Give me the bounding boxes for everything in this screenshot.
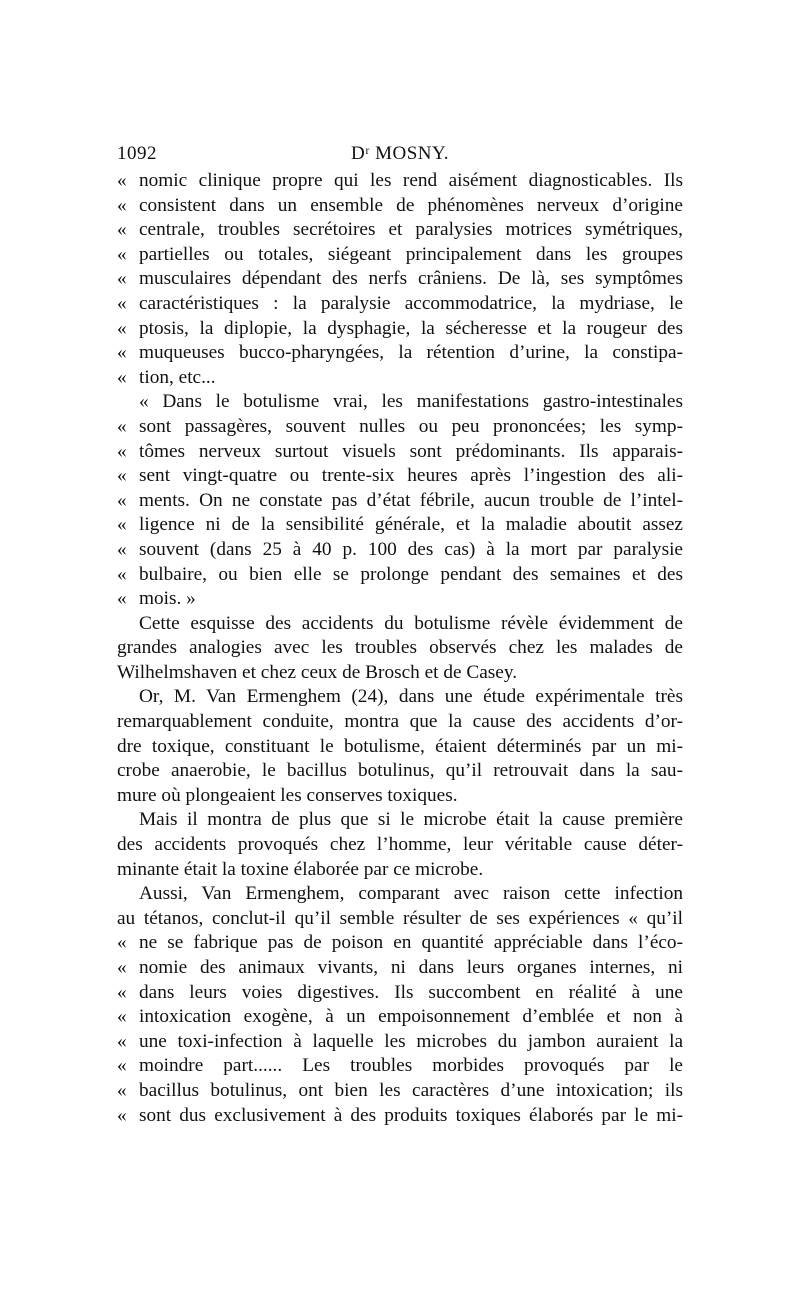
- quote-mark: «: [117, 317, 127, 339]
- line-text: au tétanos, conclut-il qu’il semble résulter de ses expériences « qu’il: [117, 907, 683, 929]
- page-number: 1092: [117, 143, 157, 164]
- text-line: [117, 981, 683, 1006]
- line-text: intoxication exogène, à un empoisonnement d’emblée et non à: [139, 1006, 683, 1028]
- text-line: [117, 907, 683, 932]
- line-text: minante était la toxine élaborée par ce microbe.: [117, 858, 484, 880]
- text-line: [117, 784, 683, 809]
- line-text: musculaires dépendant des nerfs crâniens. De là, ses symptômes: [139, 268, 683, 290]
- quote-mark: «: [117, 465, 127, 487]
- quote-mark: «: [117, 415, 127, 437]
- quote-mark: «: [117, 563, 127, 585]
- text-line: [117, 1030, 683, 1055]
- text-line: [117, 169, 683, 194]
- text-line: [117, 218, 683, 243]
- quote-mark: «: [117, 514, 127, 536]
- text-line: [117, 1054, 683, 1079]
- text-line: [117, 366, 683, 391]
- text-line: [117, 563, 683, 588]
- text-line: [117, 489, 683, 514]
- line-text: bacillus botulinus, ont bien les caractères d’une intoxication; ils: [139, 1079, 683, 1101]
- text-line: [117, 882, 683, 907]
- line-text: ne se fabrique pas de poison en quantité appréciable dans l’éco-: [139, 932, 683, 954]
- text-line: [117, 464, 683, 489]
- text-line: [117, 808, 683, 833]
- line-text: remarquablement conduite, montra que la cause des accidents d’or-: [117, 711, 683, 733]
- text-line: [117, 1079, 683, 1104]
- line-text: moindre part...... Les troubles morbides provoqués par le: [139, 1055, 683, 1077]
- quote-mark: «: [117, 219, 127, 241]
- line-text: muqueuses bucco-pharyngées, la rétention d’urine, la constipa-: [139, 342, 683, 364]
- line-text: nomie des animaux vivants, ni dans leurs organes internes, ni: [139, 957, 683, 978]
- quote-mark: «: [117, 440, 127, 462]
- line-text: tion, etc...: [139, 366, 216, 388]
- text-line: [117, 587, 683, 612]
- text-line: [117, 710, 683, 735]
- body-text: [117, 169, 683, 1128]
- text-line: [117, 759, 683, 784]
- text-line: [117, 858, 683, 883]
- quote-mark: «: [117, 194, 127, 216]
- quote-mark: «: [117, 932, 127, 954]
- line-text: Mais il montra de plus que si le microbe était la cause première: [139, 809, 683, 831]
- quote-mark: «: [117, 243, 127, 265]
- quote-mark: «: [117, 366, 127, 388]
- line-text: grandes analogies avec les troubles observés chez les malades de: [117, 637, 683, 659]
- text-line: [117, 513, 683, 538]
- line-text: « Dans le botulisme vrai, les manifestations gastro-intestinales: [139, 391, 683, 413]
- text-line: [117, 735, 683, 760]
- text-line: [117, 317, 683, 342]
- line-text: Wilhelmshaven et chez ceux de Brosch et de Casey.: [117, 661, 518, 683]
- line-text: sont passagères, souvent nulles ou peu prononcées; les symp-: [139, 415, 683, 437]
- text-line: [117, 612, 683, 637]
- text-line: [117, 243, 683, 268]
- line-text: une toxi-infection à laquelle les microbes du jambon auraient la: [139, 1030, 683, 1052]
- line-text: ments. On ne constate pas d’état fébrile, aucun trouble de l’intel-: [139, 489, 683, 511]
- quote-mark: «: [117, 342, 127, 364]
- text-line: [117, 833, 683, 858]
- quote-mark: «: [117, 489, 127, 511]
- quote-mark: «: [117, 1079, 127, 1101]
- line-text: mois. »: [139, 588, 196, 610]
- line-text: crobe anaerobie, le bacillus botulinus, qu’il retrouvait dans la sau-: [117, 760, 683, 782]
- quote-mark: «: [117, 588, 127, 610]
- line-text: consistent dans un ensemble de phénomènes nerveux d’origine: [139, 194, 683, 216]
- text-line: [117, 661, 683, 686]
- text-line: [117, 292, 683, 317]
- quote-mark: «: [117, 292, 127, 314]
- line-text: Cette esquisse des accidents du botulisme révèle évidemment de: [139, 612, 683, 634]
- quote-mark: «: [117, 1006, 127, 1028]
- line-text: tômes nerveux surtout visuels sont prédominants. Ils apparais-: [139, 440, 683, 462]
- quote-mark: «: [117, 981, 127, 1003]
- line-text: Or, M. Van Ermenghem (24), dans une étude expérimentale très: [139, 686, 683, 708]
- text-line: [117, 931, 683, 956]
- line-text: partielles ou totales, siégeant principalement dans les groupes: [139, 243, 683, 265]
- line-text: souvent (dans 25 à 40 p. 100 des cas) à la mort par paralysie: [139, 538, 683, 560]
- line-text: des accidents provoqués chez l’homme, leur véritable cause déter-: [117, 834, 683, 856]
- text-line: [117, 538, 683, 563]
- line-text: dans leurs voies digestives. Ils succombent en réalité à une: [139, 981, 683, 1003]
- text-line: [117, 267, 683, 292]
- quote-mark: «: [117, 268, 127, 290]
- quote-mark: «: [117, 170, 127, 191]
- quote-mark: «: [117, 1104, 127, 1126]
- line-text: ligence ni de la sensibilité générale, et la maladie aboutit assez: [139, 514, 683, 536]
- line-text: dre toxique, constituant le botulisme, étaient déterminés par un mi-: [117, 735, 683, 757]
- line-text: mure où plongeaient les conserves toxiques.: [117, 784, 458, 806]
- line-text: caractéristiques : la paralysie accommodatrice, la mydriase, le: [139, 292, 683, 314]
- text-line: [117, 194, 683, 219]
- text-line: [117, 1005, 683, 1030]
- text-line: [117, 956, 683, 981]
- running-head: Dʳ MOSNY.: [350, 143, 450, 164]
- line-text: nomic clinique propre qui les rend aisément diagnosticables. Ils: [139, 170, 683, 191]
- quote-mark: «: [117, 1030, 127, 1052]
- text-line: [117, 415, 683, 440]
- line-text: sent vingt-quatre ou trente-six heures après l’ingestion des ali-: [139, 465, 683, 487]
- quote-mark: «: [117, 957, 127, 978]
- line-text: bulbaire, ou bien elle se prolonge pendant des semaines et des: [139, 563, 683, 585]
- line-text: centrale, troubles secrétoires et paralysies motrices symétriques,: [139, 219, 683, 241]
- text-line: [117, 341, 683, 366]
- text-line: [117, 685, 683, 710]
- text-line: [117, 440, 683, 465]
- page-header: [117, 143, 683, 167]
- quote-mark: «: [117, 538, 127, 560]
- text-line: [117, 1104, 683, 1129]
- line-text: Aussi, Van Ermenghem, comparant avec raison cette infection: [139, 883, 683, 905]
- text-line: [117, 636, 683, 661]
- line-text: ptosis, la diplopie, la dysphagie, la sécheresse et la rougeur des: [139, 317, 683, 339]
- quote-mark: «: [117, 1055, 127, 1077]
- text-line: [117, 390, 683, 415]
- line-text: sont dus exclusivement à des produits toxiques élaborés par le mi-: [139, 1104, 683, 1126]
